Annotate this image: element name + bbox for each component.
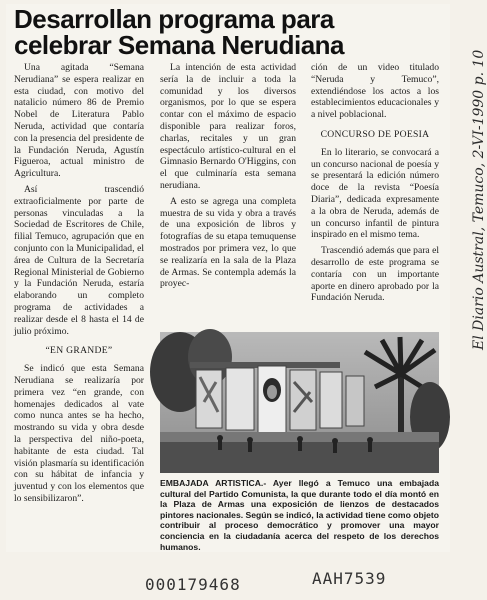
- paragraph: Se indicó que esta Semana Nerudiana se realizaría por primera vez “en grande, con homenajes dedicados al vate como nunca antes se ha hecho, mostrando su vida y obra desde la perspectiva del niño-poeta, habitante de esta ciudad. Tal visión plasmaría su identificación con su hábitat de infancia y juventud y con los elementos que lo sensibilizaron”.: [14, 363, 144, 504]
- section-subhead: CONCURSO DE POESIA: [320, 128, 430, 140]
- paragraph: En lo literario, se convocará a un concurso nacional de poesía y se presentará la edición número doce de la revista “Poesía Diaria”, dedicada expresamente a la obra de Neruda, además de un concurso infantil de pintura inspirado en el mismo tema.: [311, 146, 439, 241]
- paragraph: ción de un video titulado “Neruda y Temuco”, extendiéndose los actos a los establecimientos educacionales y a nivel poblacional.: [311, 62, 439, 121]
- headline-line-2: celebrar Semana Nerudiana: [14, 30, 344, 60]
- paragraph: Una agitada “Semana Nerudiana” se espera realizar en esta ciudad, con motivo del natalicio número 86 de Premio Nobel de Literatura Pablo Neruda, actividad que contaría con la presencia del presidente de la Fundación Neruda, Agustín Figueroa, actual ministro de Agricultura.: [14, 62, 144, 180]
- article-column-3: [311, 62, 439, 308]
- paragraph: Así trascendió extraoficialmente por parte de personas vinculadas a la Sociedad de Escritores de Chile, filial Temuco, agrupación que en conjunto con la Municipalidad, el área de Cultura de la Secretaría Regional Ministerial de Gobierno y la Fundación Neruda, estaría elaborando un completo programa de actividades a realizar desde el 8 hasta el 14 de julio próximo.: [14, 183, 144, 337]
- paragraph: Trascendió además que para el desarrollo de este programa se contaría con un importante aporte en dinero aprobado por la Fundación Neruda.: [311, 245, 439, 304]
- handwritten-note-text: El Diario Austral, Temuco, 2-VI-1990 p. 10: [471, 49, 487, 350]
- paragraph: La intención de esta actividad sería la de incluir a toda la comunidad y los diversos organismos, por lo que se espera contar con el máximo de espacio disponible para realizar foros, charlas, recitales y un gran espectáculo artístico-cultural en el Gimnasio Bernardo O'Higgins, con el que culminaría esta semana nerudiana.: [160, 62, 296, 191]
- headline-line-1: Desarrollan programa para: [14, 4, 334, 34]
- article-column-1: [14, 62, 144, 509]
- photo-plaza-exhibition: [160, 332, 439, 473]
- caption-body: Ayer llegó a Temuco una embajada cultural del Partido Comunista, la que durante todo el día montó en la Plaza de Armas una exposición de lienzos de destacados pintores nacionales. Según se indicó, la actividad tiene como objeto contribuir al proceso democrático y promover una mayor conciencia en la ciudadanía acerca del respeto de los derechos humanos.: [160, 478, 439, 552]
- article-column-2: [160, 62, 296, 294]
- archive-number-left: 000179468: [145, 575, 241, 594]
- photo-caption: [160, 478, 439, 552]
- news-photo: [160, 332, 439, 473]
- caption-lead: EMBAJADA ARTISTICA.-: [160, 478, 267, 488]
- handwritten-source-note: [447, 40, 487, 350]
- archive-number-right: AAH7539: [312, 569, 387, 588]
- paragraph: A esto se agrega una completa muestra de su vida y obra a través de una exposición de libros y fotografías de su etapa temuquense mostrados por primera vez, lo que se realizaría en la sala de la Plaza de Armas. Se contempla además la proyec-: [160, 195, 296, 290]
- article-headline: [14, 6, 444, 58]
- section-subhead: “EN GRANDE”: [45, 345, 113, 357]
